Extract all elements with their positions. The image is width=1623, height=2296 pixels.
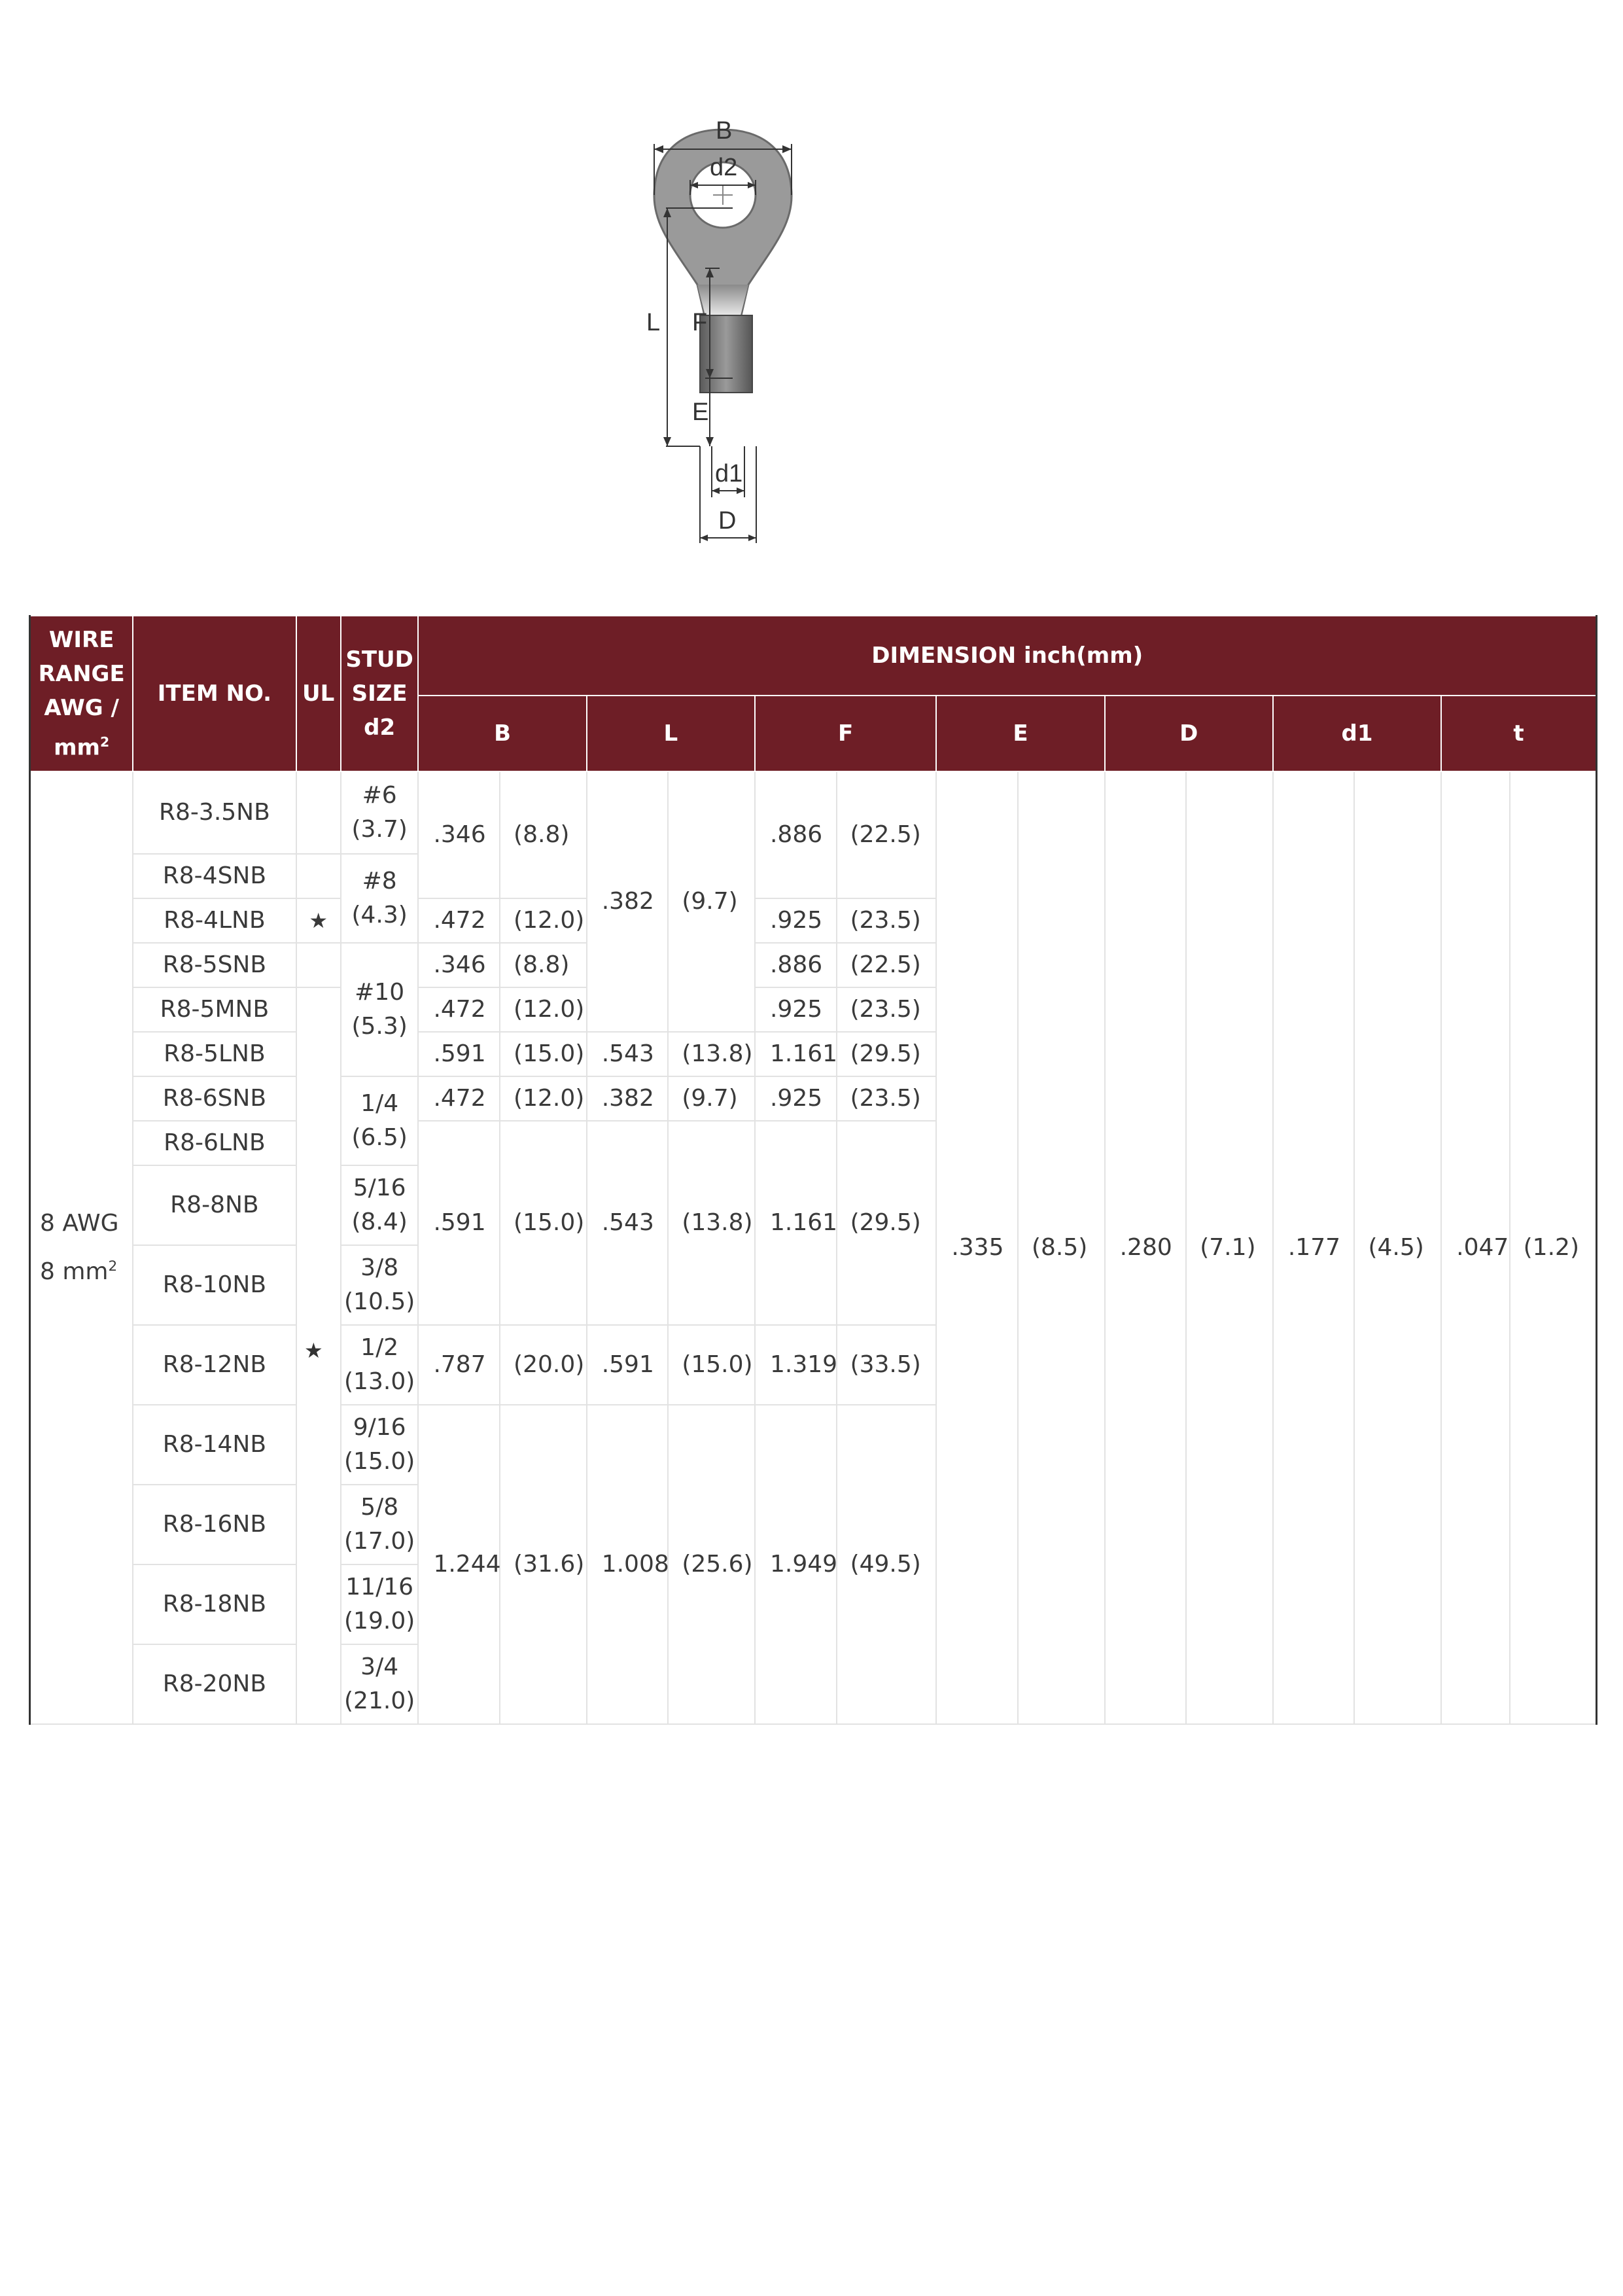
B-mm: (8.8) [500, 771, 587, 898]
B-mm: (15.0) [500, 1032, 587, 1076]
item-no: R8-5SNB [133, 943, 296, 987]
ring-terminal-diagram [458, 72, 1099, 563]
item-no: R8-6LNB [133, 1121, 296, 1165]
L-inch: .382 [587, 1076, 669, 1121]
stud-size: #8 (4.3) [341, 854, 419, 943]
stud-size: #10 (5.3) [341, 943, 419, 1076]
D-mm: (7.1) [1186, 771, 1273, 1724]
item-no: R8-6SNB [133, 1076, 296, 1121]
L-inch: 1.008 [587, 1405, 669, 1724]
L-inch: .382 [587, 771, 669, 1032]
F-mm: (23.5) [837, 987, 937, 1032]
B-mm: (12.0) [500, 987, 587, 1032]
L-mm: (13.8) [668, 1032, 755, 1076]
header-t: t [1441, 696, 1596, 771]
header-L: L [587, 696, 755, 771]
header-B: B [418, 696, 586, 771]
stud-size: 3/8 (10.5) [341, 1245, 419, 1325]
F-inch: .925 [755, 1076, 837, 1121]
B-mm: (31.6) [500, 1405, 587, 1724]
F-mm: (22.5) [837, 771, 937, 898]
header-ul: UL [296, 616, 341, 771]
item-no: R8-20NB [133, 1644, 296, 1724]
item-no: R8-8NB [133, 1165, 296, 1245]
F-inch: 1.161 [755, 1032, 837, 1076]
ul-star-12nb: ★ [304, 1338, 323, 1363]
item-no: R8-4LNB [133, 898, 296, 943]
B-mm: (12.0) [500, 1076, 587, 1121]
F-mm: (22.5) [837, 943, 937, 987]
L-inch: .543 [587, 1032, 669, 1076]
B-inch: .346 [418, 943, 500, 987]
d1-inch: .177 [1273, 771, 1355, 1724]
L-mm: (15.0) [668, 1325, 755, 1405]
F-inch: 1.161 [755, 1121, 837, 1325]
header-item-no: ITEM NO. [133, 616, 296, 771]
B-inch: .472 [418, 987, 500, 1032]
B-mm: (8.8) [500, 943, 587, 987]
item-no: R8-3.5NB [133, 771, 296, 854]
L-mm: (13.8) [668, 1121, 755, 1325]
F-mm: (23.5) [837, 1076, 937, 1121]
F-inch: 1.319 [755, 1325, 837, 1405]
item-no: R8-5LNB [133, 1032, 296, 1076]
E-inch: .335 [936, 771, 1018, 1724]
ul-cell [296, 771, 341, 854]
terminal-barrel [700, 315, 752, 393]
F-mm: (29.5) [837, 1121, 937, 1325]
B-mm: (20.0) [500, 1325, 587, 1405]
F-inch: 1.949 [755, 1405, 837, 1724]
L-inch: .591 [587, 1325, 669, 1405]
L-mm: (9.7) [668, 771, 755, 1032]
E-mm: (8.5) [1018, 771, 1105, 1724]
F-mm: (29.5) [837, 1032, 937, 1076]
B-inch: .472 [418, 898, 500, 943]
ul-cell [296, 854, 341, 898]
F-inch: .886 [755, 943, 837, 987]
header-dimension: DIMENSION inch(mm) [418, 616, 1596, 696]
L-mm: (25.6) [668, 1405, 755, 1724]
t-mm: (1.2) [1510, 771, 1597, 1724]
header-E: E [936, 696, 1104, 771]
label-L: L [646, 309, 661, 336]
ul-cell [296, 943, 341, 987]
label-d2: d2 [710, 154, 738, 181]
B-inch: .346 [418, 771, 500, 898]
t-inch: .047 [1441, 771, 1510, 1724]
header-wire-range: WIRE RANGE AWG / $mm^2$ [30, 616, 133, 771]
wire-range-cell: 8 AWG 8 $mm^2$ [30, 771, 133, 1724]
B-inch: 1.244 [418, 1405, 500, 1724]
d1-mm: (4.5) [1354, 771, 1441, 1724]
item-no: R8-14NB [133, 1405, 296, 1485]
item-no: R8-4SNB [133, 854, 296, 898]
header-D: D [1105, 696, 1273, 771]
ul-star: ★ [296, 898, 341, 943]
F-mm: (23.5) [837, 898, 937, 943]
B-inch: .591 [418, 1121, 500, 1325]
L-inch: .543 [587, 1121, 669, 1325]
stud-size: 11/16 (19.0) [341, 1564, 419, 1644]
F-inch: .925 [755, 987, 837, 1032]
D-inch: .280 [1105, 771, 1187, 1724]
header-stud-size: STUD SIZE d2 [341, 616, 419, 771]
F-inch: .886 [755, 771, 837, 898]
B-inch: .472 [418, 1076, 500, 1121]
label-B: B [716, 117, 733, 145]
spec-table [29, 615, 1597, 1725]
label-d1: d1 [715, 460, 743, 487]
stud-size: 9/16 (15.0) [341, 1405, 419, 1485]
label-F: F [692, 309, 708, 336]
item-no: R8-10NB [133, 1245, 296, 1325]
header-F: F [755, 696, 936, 771]
B-mm: (12.0) [500, 898, 587, 943]
item-no: R8-5MNB [133, 987, 296, 1032]
F-inch: .925 [755, 898, 837, 943]
stud-size: 1/2 (13.0) [341, 1325, 419, 1405]
label-D: D [718, 507, 737, 535]
item-no: R8-18NB [133, 1564, 296, 1644]
B-inch: .591 [418, 1032, 500, 1076]
item-no: R8-12NB [133, 1325, 296, 1405]
header-d1: d1 [1273, 696, 1441, 771]
F-mm: (49.5) [837, 1405, 937, 1724]
F-mm: (33.5) [837, 1325, 937, 1405]
stud-size: 3/4 (21.0) [341, 1644, 419, 1724]
stud-size: #6 (3.7) [341, 771, 419, 854]
stud-size: 1/4 (6.5) [341, 1076, 419, 1165]
label-E: E [692, 398, 709, 426]
stud-size: 5/8 (17.0) [341, 1485, 419, 1564]
B-mm: (15.0) [500, 1121, 587, 1325]
L-mm: (9.7) [668, 1076, 755, 1121]
B-inch: .787 [418, 1325, 500, 1405]
stud-size: 5/16 (8.4) [341, 1165, 419, 1245]
item-no: R8-16NB [133, 1485, 296, 1564]
